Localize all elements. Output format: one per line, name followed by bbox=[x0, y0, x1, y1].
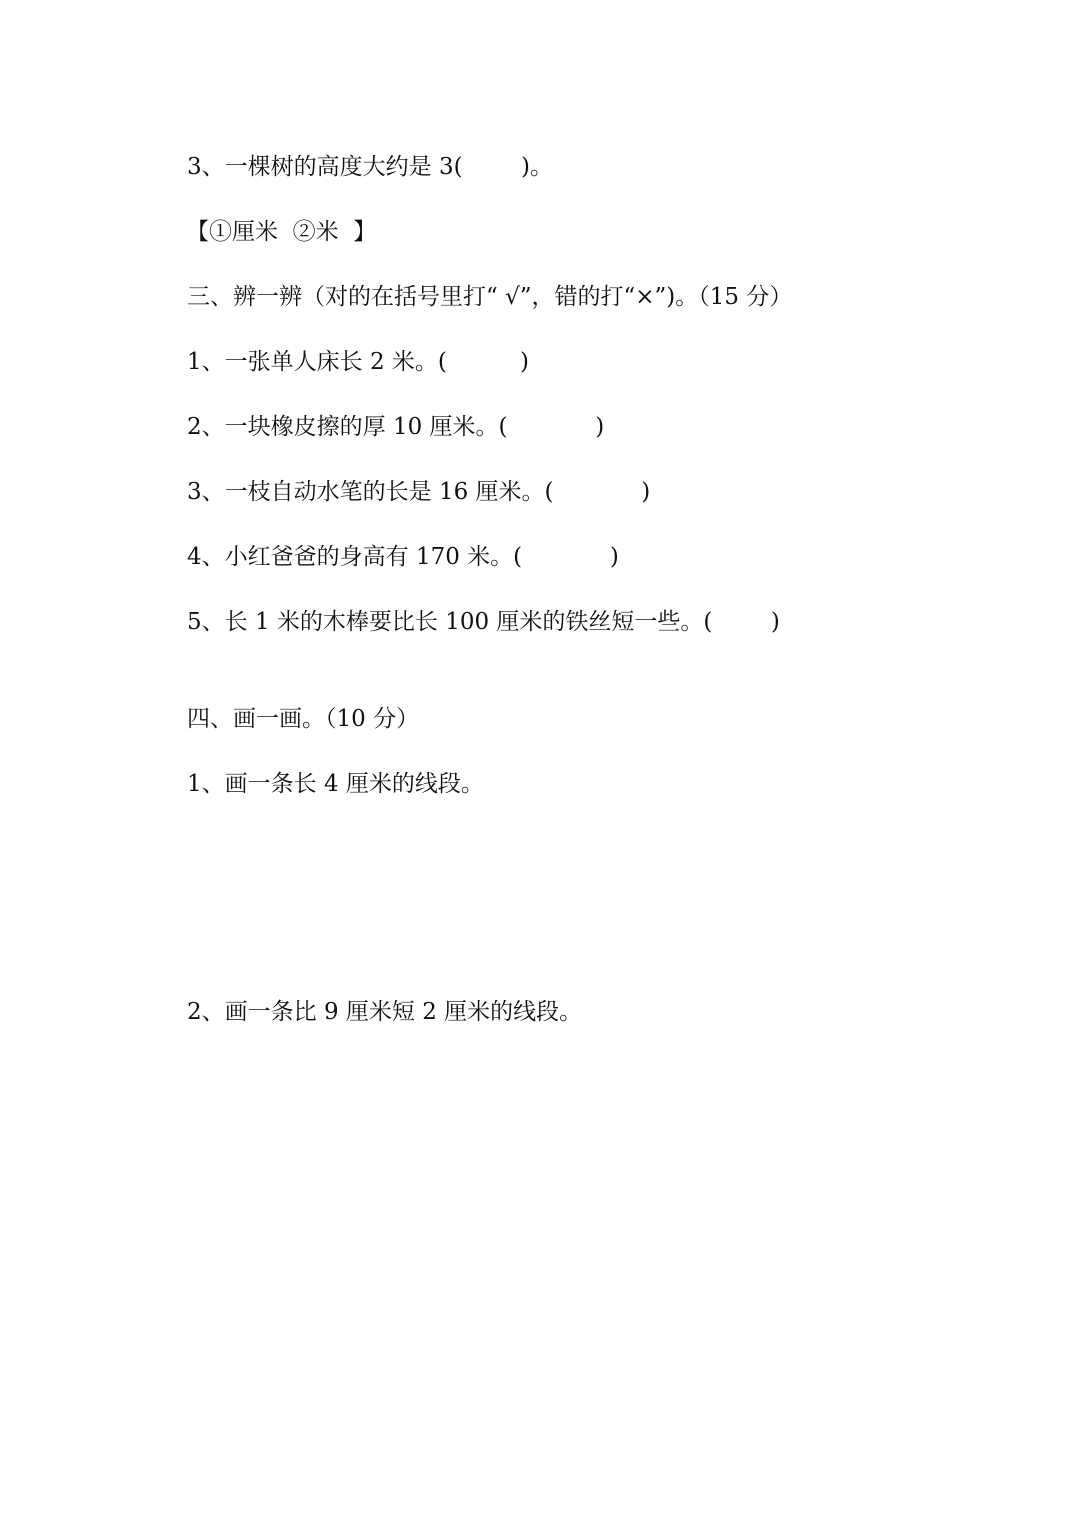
judge-item-3: 3、一枝自动水笔的长是 16 厘米。( ) bbox=[187, 479, 651, 505]
question-3-options: 【①厘米 ②米 】 bbox=[186, 219, 377, 245]
draw-item-1: 1、画一条长 4 厘米的线段。 bbox=[187, 771, 484, 797]
draw-item-2: 2、画一条比 9 厘米短 2 厘米的线段。 bbox=[187, 999, 583, 1025]
section-4-title: 四、画一画。（10 分） bbox=[187, 706, 420, 732]
question-3-tree-height: 3、一棵树的高度大约是 3( )。 bbox=[187, 154, 554, 180]
judge-item-4: 4、小红爸爸的身高有 170 米。( ) bbox=[187, 544, 619, 570]
judge-item-1: 1、一张单人床长 2 米。( ) bbox=[187, 349, 529, 375]
judge-item-5: 5、长 1 米的木棒要比长 100 厘米的铁丝短一些。( ) bbox=[187, 609, 780, 635]
judge-item-2: 2、一块橡皮擦的厚 10 厘米。( ) bbox=[187, 414, 605, 440]
section-3-title: 三、辨一辨（对的在括号里打“ √”，错的打“×”)。（15 分） bbox=[187, 284, 793, 310]
